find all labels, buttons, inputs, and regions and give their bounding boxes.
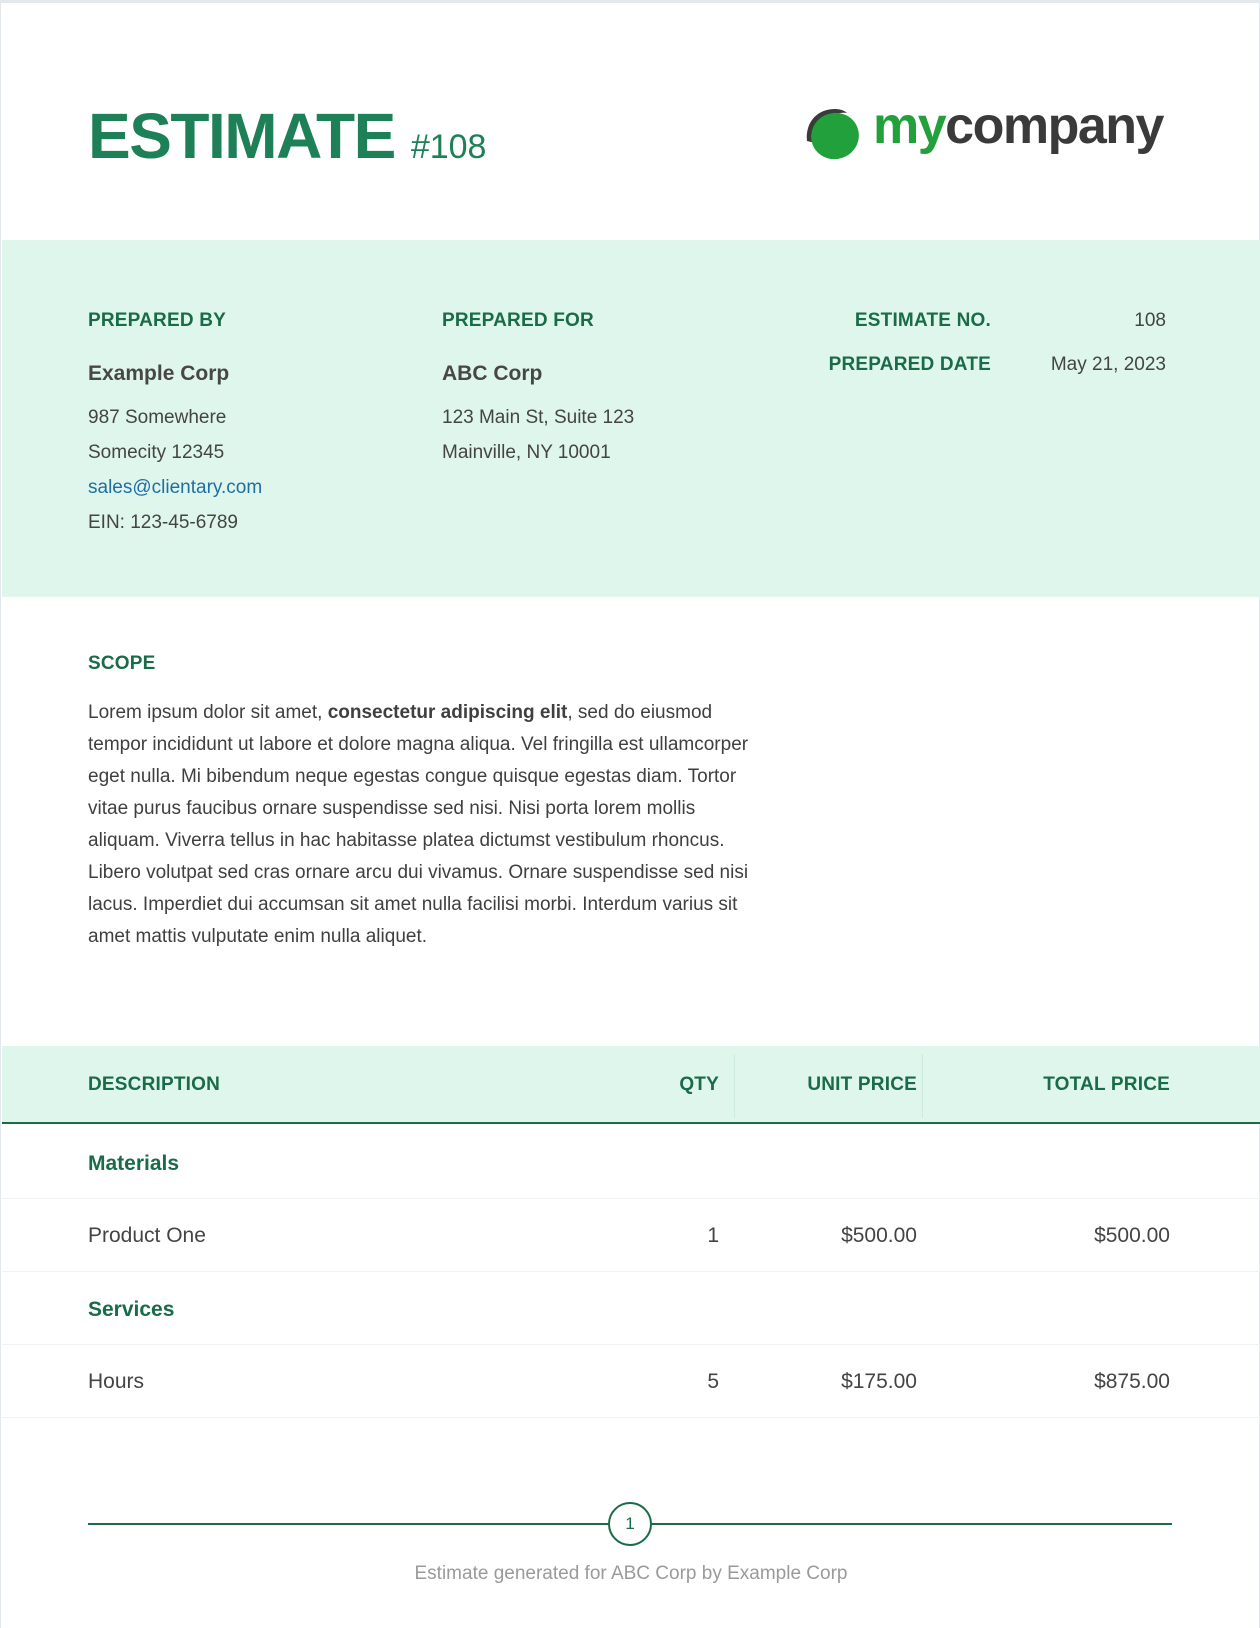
prepared-for-address-line-2: Mainville, NY 10001 xyxy=(442,442,611,463)
prepared-for-address-line-1: 123 Main St, Suite 123 xyxy=(442,407,635,428)
scope-text-rest: , sed do eiusmod tempor incididunt ut labore et dolore magna aliqua. Vel fringilla est ullamcorper eget nulla. Mi bibendum neque egestas congue quisque egestas diam. Tortor vitae purus faucibus ornare suspendisse sed nisi. Nisi porta lorem mollis aliquam. Viverra tellus in hac habitasse platea dictumst vestibulum rhoncus. Libero volutpat sed cras ornare arcu dui vivamus. Ornare suspendisse sed nisi lacus. Imperdiet dui accumsan sit amet nulla facilisi morbi. Interdum varius sit amet mattis vulputate enim nulla aliquet. xyxy=(88,702,749,947)
scope-label: SCOPE xyxy=(88,653,156,674)
prepared-by-block xyxy=(88,310,262,540)
leaf-logo-icon xyxy=(801,103,861,163)
estimate-meta xyxy=(829,310,1166,398)
group-label-materials: Materials xyxy=(88,1152,180,1175)
logo-text-my: my xyxy=(873,97,946,155)
prepared-for-label: PREPARED FOR xyxy=(442,310,594,331)
column-divider xyxy=(922,1054,923,1118)
item-description: Hours xyxy=(88,1370,145,1393)
item-total-price: $500.00 xyxy=(1094,1224,1170,1247)
company-logo xyxy=(801,97,1163,163)
column-header-description: DESCRIPTION xyxy=(88,1074,221,1095)
prepared-date-row xyxy=(829,354,1166,398)
prepared-for-block xyxy=(442,310,634,470)
page-number-badge: 1 xyxy=(608,1502,652,1546)
scope-section xyxy=(88,653,768,953)
items-table-header xyxy=(2,1046,1260,1124)
estimate-number-label: ESTIMATE NO. xyxy=(854,310,991,331)
estimate-number-value: 108 xyxy=(1134,310,1166,331)
prepared-by-address-line-1: 987 Somewhere xyxy=(88,407,227,428)
logo-text-company: company xyxy=(945,97,1163,155)
logo-wordmark xyxy=(873,96,1163,156)
column-divider xyxy=(734,1054,735,1118)
group-label-services: Services xyxy=(88,1298,175,1321)
scope-text xyxy=(88,697,768,953)
prepared-by-address-line-2: Somecity 12345 xyxy=(88,442,225,463)
estimate-number-row xyxy=(829,310,1166,354)
estimate-header xyxy=(1,3,1260,239)
column-header-unit-price: UNIT PRICE xyxy=(807,1074,917,1095)
item-qty: 5 xyxy=(707,1370,719,1393)
estimate-title-number: #108 xyxy=(410,128,487,166)
table-group-row xyxy=(2,1272,1260,1345)
prepared-date-value: May 21, 2023 xyxy=(1050,354,1166,375)
prepared-by-ein: EIN: 123-45-6789 xyxy=(88,512,238,533)
column-header-qty: QTY xyxy=(679,1074,719,1095)
scope-text-bold: consectetur adipiscing elit xyxy=(327,702,568,723)
footer-text: Estimate generated for ABC Corp by Example Corp xyxy=(414,1563,848,1584)
scope-text-start: Lorem ipsum dolor sit amet, xyxy=(88,702,328,723)
item-unit-price: $175.00 xyxy=(841,1370,917,1393)
info-band xyxy=(2,240,1260,597)
prepared-for-name: ABC Corp xyxy=(442,362,543,385)
estimate-title-group xyxy=(88,99,486,173)
table-row xyxy=(2,1345,1260,1418)
prepared-by-label: PREPARED BY xyxy=(88,310,227,331)
prepared-date-label: PREPARED DATE xyxy=(828,354,991,375)
prepared-by-name: Example Corp xyxy=(88,362,230,385)
item-unit-price: $500.00 xyxy=(841,1224,917,1247)
item-total-price: $875.00 xyxy=(1094,1370,1170,1393)
item-description: Product One xyxy=(88,1224,206,1247)
column-header-total-price: TOTAL PRICE xyxy=(1043,1074,1170,1095)
estimate-title: ESTIMATE xyxy=(88,100,395,172)
item-qty: 1 xyxy=(707,1224,719,1247)
prepared-by-email-link[interactable]: sales@clientary.com xyxy=(88,477,263,498)
table-row xyxy=(2,1199,1260,1272)
table-group-row xyxy=(2,1126,1260,1199)
